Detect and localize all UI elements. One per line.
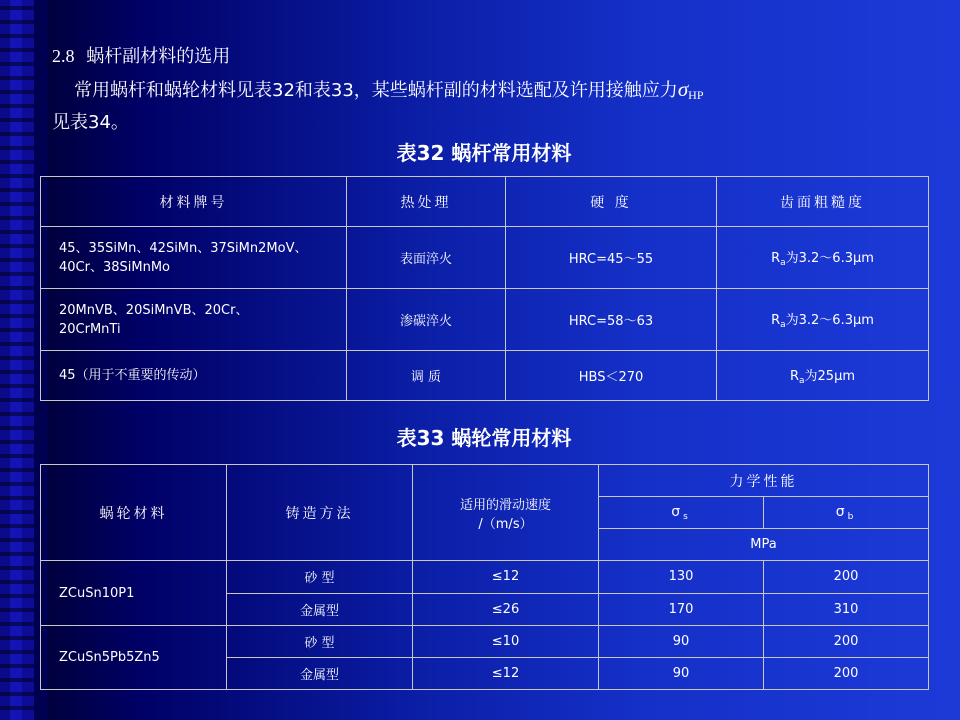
header-material: 材料牌号 [41,177,347,227]
speed-cell: ≤12 [413,561,599,593]
treatment-cell: 调 质 [347,351,506,401]
treatment-cell: 表面淬火 [347,227,506,289]
material-cell: 45（用于不重要的传动） [41,351,347,401]
table32-caption: 表32 蜗杆常用材料 [396,141,572,165]
intro-text: 常用蜗杆和蜗轮材料见表32和表33，某些蜗杆副的材料选配及许用接触应力 [74,80,678,101]
worm-wheel-materials-table [40,464,929,690]
sigma-s-cell: 170 [599,593,764,625]
sigma-symbol: σ [677,77,689,101]
sigma-s-cell: 90 [599,625,764,657]
sigma-s-cell: 130 [599,561,764,593]
section-heading [52,44,230,69]
speed-cell: ≤12 [413,657,599,689]
header-sigma-s: $\sigma_s$ [599,497,764,529]
table-row [41,289,929,351]
header-roughness: 齿面粗糙度 [717,177,929,227]
decorative-side-strip [0,0,34,720]
sigma-b-cell: 200 [764,625,929,657]
sigma-b-cell: 310 [764,593,929,625]
material-cell: 45、35SiMn、42SiMn、37SiMn2MoV、 40Cr、38SiMnMo [41,227,347,289]
roughness-cell: $R_a$为3.2～6.3μm [717,289,929,351]
table-header-row [41,465,929,497]
hardness-cell: HRC=45～55 [506,227,717,289]
speed-cell: ≤26 [413,593,599,625]
table-row [41,351,929,401]
sigma-b-cell: 200 [764,561,929,593]
roughness-cell: $R_a$为25μm [717,351,929,401]
material-cell: 20MnVB、20SiMnVB、20Cr、 20CrMnTi [41,289,347,351]
intro-line-2: 见表34。 [52,112,129,133]
sigma-s-cell: 90 [599,657,764,689]
speed-cell: ≤10 [413,625,599,657]
table33-caption: 表33 蜗轮常用材料 [396,426,572,450]
treatment-cell: 渗碳淬火 [347,289,506,351]
header-wheel-material: 蜗轮材料 [41,465,227,561]
intro-paragraph [52,75,908,137]
roughness-cell: $R_a$为3.2～6.3μm [717,227,929,289]
table-row [41,561,929,593]
wheel-material-cell: ZCuSn5Pb5Zn5 [41,625,227,689]
casting-cell: 金属型 [227,593,413,625]
casting-cell: 砂 型 [227,625,413,657]
header-hardness: 硬 度 [506,177,717,227]
table-header-row [41,177,929,227]
worm-materials-table [40,176,929,401]
header-heat-treatment: 热处理 [347,177,506,227]
sigma-b-cell: 200 [764,657,929,689]
table-row [41,227,929,289]
intro-line [52,75,908,109]
section-number: 2.8 [52,46,75,66]
hardness-cell: HBS＜270 [506,351,717,401]
header-unit: MPa [599,529,929,561]
section-title: 蜗杆副材料的选用 [86,46,231,67]
table-row [41,625,929,657]
header-sliding-speed: 适用的滑动速度 /（m/s） [413,465,599,561]
hardness-cell: HRC=58～63 [506,289,717,351]
casting-cell: 金属型 [227,657,413,689]
header-mechanical-properties: 力学性能 [599,465,929,497]
wheel-material-cell: ZCuSn10P1 [41,561,227,625]
header-sigma-b: $\sigma_b$ [764,497,929,529]
sigma-subscript: HP [688,88,704,102]
header-casting-method: 铸造方法 [227,465,413,561]
casting-cell: 砂 型 [227,561,413,593]
